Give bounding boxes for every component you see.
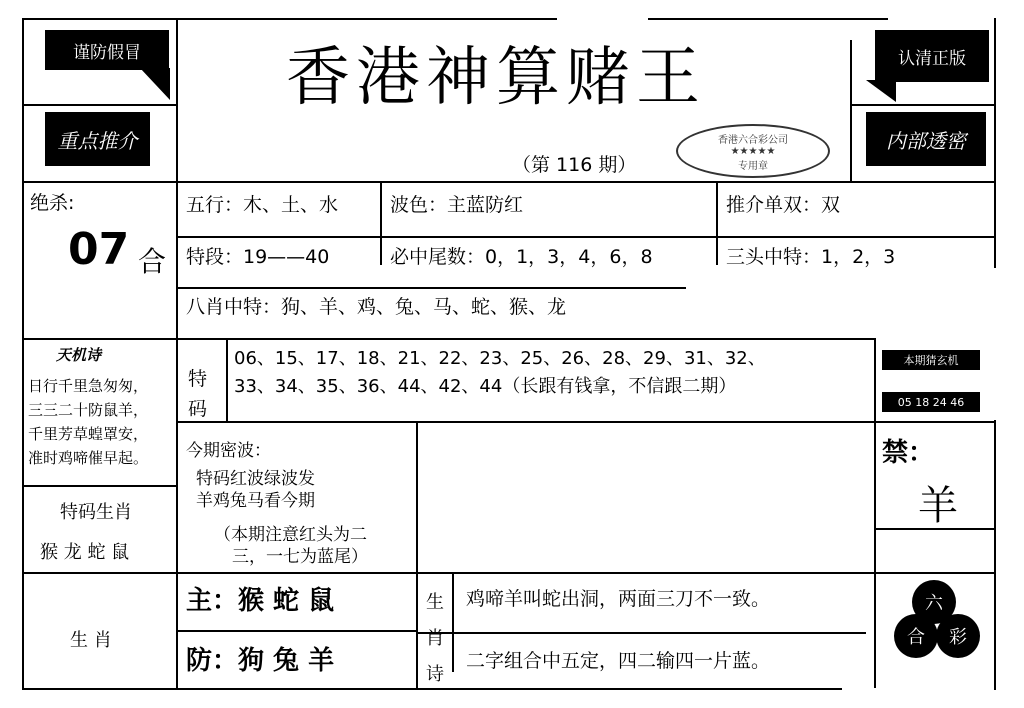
zhu-shengxiao: 主：猴 蛇 鼠 — [186, 586, 335, 616]
tianji-line: 准时鸡啼催早起。 — [28, 449, 149, 467]
tianji-line: 千里芳草蝗罩安， — [28, 425, 149, 443]
jue-sha-label: 绝杀: — [30, 192, 75, 214]
bose: 波色：主蓝防红 — [390, 194, 524, 216]
tema-line-2: 33、34、35、36、44、42、44（长跟有钱拿，不信跟二期） — [234, 376, 737, 397]
jue-sha-suffix: 合 — [138, 245, 167, 278]
mibo-right — [416, 421, 418, 688]
insider-box-text: 内部透密 — [886, 128, 966, 153]
genuine-bubble — [875, 30, 989, 82]
tema-shengxiao-label: 特码生肖 — [60, 502, 132, 523]
tianji-line: 三三二十防鼠羊， — [28, 401, 149, 419]
seal-stars: ★★★★★ — [730, 145, 776, 157]
shengxiao-label: 生 肖 — [70, 630, 112, 651]
company-seal — [676, 124, 830, 178]
page-title: 香港神算赌王 — [286, 41, 706, 115]
poem-line-2: 二字组合中五定，四二输四一片蓝。 — [466, 650, 771, 672]
recommend-box-text: 重点推介 — [57, 128, 138, 153]
mibo-note-1: （本期注意红头为二 — [214, 525, 367, 545]
tema-v1 — [176, 338, 178, 688]
guess-tag-text: 本期猜玄机 — [903, 354, 959, 367]
shengxiao-top — [22, 572, 994, 574]
header-left-mid — [22, 104, 177, 106]
poem-divider — [416, 632, 866, 634]
mibo-line-1: 特码红波绿波发 — [196, 469, 315, 489]
genuine-bubble-tail — [866, 80, 896, 102]
weishu: 必中尾数：0，1，3，4，6，8 — [390, 246, 653, 268]
guess-tag — [882, 350, 980, 370]
recommend-box — [45, 112, 150, 166]
logo-char-3: 彩 — [949, 627, 967, 648]
tianji-title: 天机诗 — [56, 346, 102, 364]
guess-numbers-text: 05 18 24 46 — [897, 395, 965, 409]
warning-bubble — [45, 30, 169, 70]
jin-label: 禁： — [882, 438, 935, 468]
logo-char-2: 合 — [907, 627, 925, 648]
genuine-bubble-text: 认清正版 — [898, 48, 966, 69]
jin-value: 羊 — [918, 483, 958, 529]
guess-numbers-tag — [882, 392, 980, 412]
outer-right-line — [994, 18, 996, 268]
tema-line-1: 06、15、17、18、21、22、23、25、26、28、29、31、32、 — [234, 348, 766, 369]
poem-line-1: 鸡啼羊叫蛇出洞，两面三刀不一致。 — [466, 588, 771, 610]
info-v1 — [176, 181, 178, 339]
fang-shengxiao: 防：狗 兔 羊 — [186, 646, 335, 676]
outer-bottom-line — [22, 688, 842, 690]
info-row1-line — [176, 236, 995, 238]
mibo-line-2: 羊鸡兔马看今期 — [196, 491, 315, 511]
poem-side-1: 生 — [426, 592, 444, 613]
tema-v2 — [226, 338, 228, 422]
info-v2 — [380, 181, 382, 265]
poem-side-2: 肖 — [426, 628, 444, 649]
insider-box — [866, 112, 986, 166]
logo-circle-left — [894, 614, 938, 658]
header-right-mid — [850, 104, 995, 106]
zhu-fang-divider — [176, 630, 417, 632]
wuxing: 五行：木、土、水 — [186, 194, 339, 216]
issue-number: （第 116 期） — [512, 154, 637, 176]
outer-left-line — [22, 18, 24, 690]
poem-left — [452, 572, 454, 672]
warning-bubble-tail — [140, 68, 170, 100]
outer-top-line-right — [648, 18, 888, 20]
header-right-divider — [850, 40, 852, 182]
header-bottom-line — [22, 181, 995, 183]
tema-bottom — [176, 421, 994, 423]
danshuang: 推介单双：双 — [726, 194, 841, 216]
tianji-lines — [28, 374, 148, 470]
logo-circle-right — [936, 614, 980, 658]
tema-label-2: 码 — [188, 398, 208, 420]
logo-char-1: 六 — [925, 593, 943, 614]
tema-shengxiao-value: 猴 龙 蛇 鼠 — [40, 542, 130, 563]
info-v3 — [716, 181, 718, 265]
seal-top-text: 香港六合彩公司 — [718, 134, 788, 146]
baxiao: 八肖中特：狗、羊、鸡、兔、马、蛇、猴、龙 — [186, 296, 567, 318]
info-row2-line — [176, 287, 686, 289]
seal-bottom-text: 专用章 — [738, 160, 768, 172]
santou: 三头中特：1，2，3 — [726, 246, 896, 268]
header-left-divider — [176, 18, 178, 182]
right-col-divider — [874, 338, 876, 688]
mibo-note-2: 三，一七为蓝尾） — [232, 547, 368, 567]
info-bottom-line — [22, 338, 874, 340]
outer-top-line — [22, 18, 557, 20]
poem-side-3: 诗 — [426, 664, 444, 685]
outer-right-line-lower — [994, 420, 996, 690]
tianji-line: 日行千里急匆匆， — [28, 377, 149, 395]
left-mid-line — [22, 485, 177, 487]
warning-bubble-text: 谨防假冒 — [73, 42, 141, 63]
jue-sha-number: 07 — [68, 224, 130, 275]
mibo-title: 今期密波： — [186, 441, 271, 461]
teduan: 特段：19——40 — [186, 246, 330, 268]
tema-label-1: 特 — [188, 368, 208, 390]
